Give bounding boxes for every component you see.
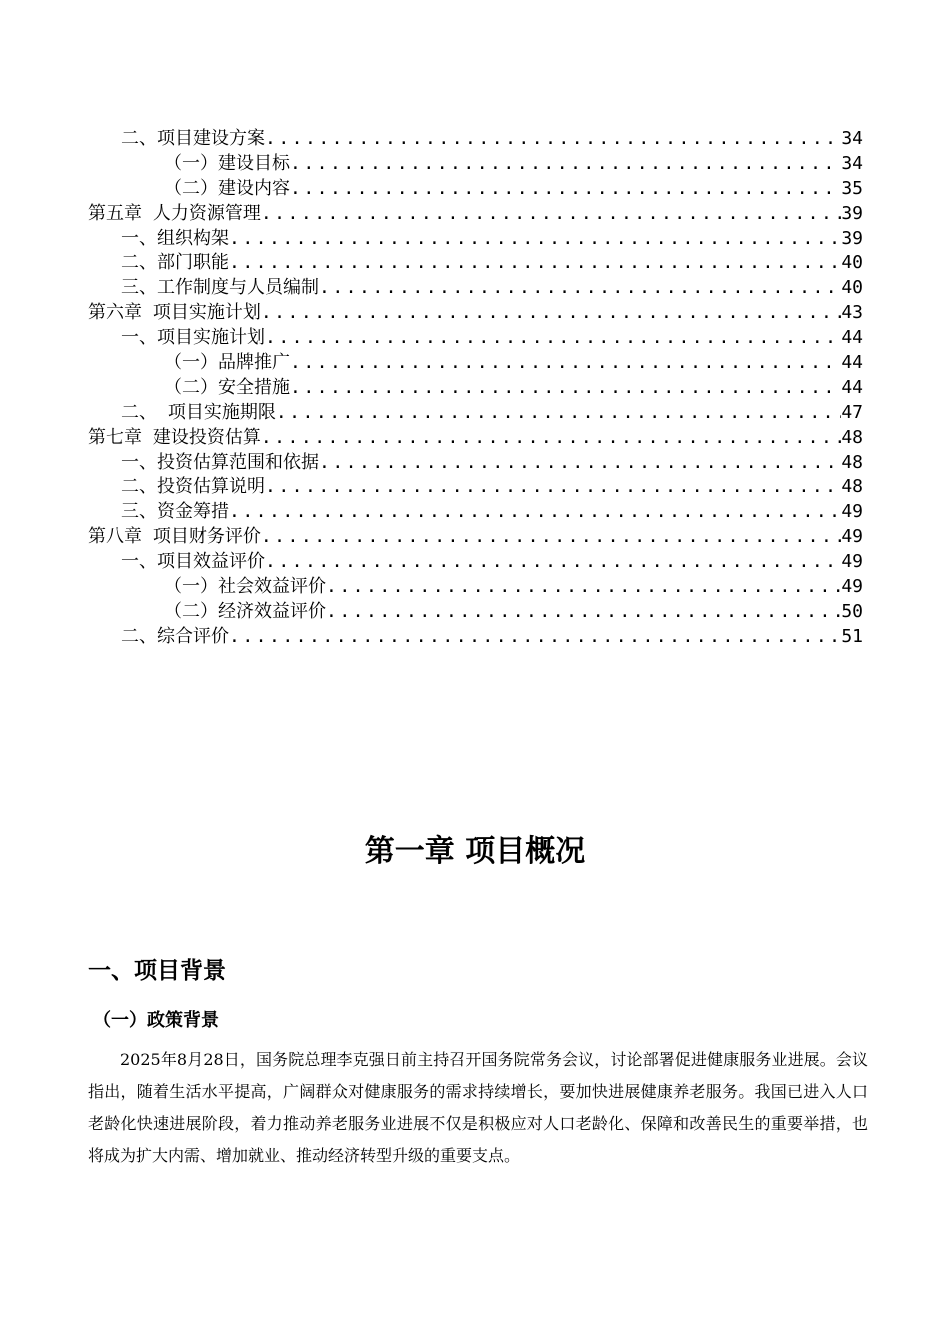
toc-dot-leader bbox=[290, 153, 841, 174]
toc-dot-leader bbox=[265, 476, 841, 497]
toc-entry-label: （二）建设内容 bbox=[164, 177, 290, 199]
toc-page-number: 49 bbox=[841, 576, 863, 598]
toc-entry[interactable] bbox=[88, 348, 863, 373]
toc-page-number: 40 bbox=[841, 277, 863, 299]
toc-page-number: 48 bbox=[841, 476, 863, 498]
toc-entry-label: 一、投资估算范围和依据 bbox=[121, 451, 319, 473]
toc-dot-leader bbox=[319, 277, 841, 298]
toc-dot-leader bbox=[326, 576, 841, 597]
toc-entry[interactable] bbox=[88, 398, 863, 423]
toc-dot-leader bbox=[261, 526, 841, 547]
toc-entry[interactable] bbox=[88, 373, 863, 398]
toc-dot-leader bbox=[265, 327, 841, 348]
toc-page-number: 49 bbox=[841, 526, 863, 548]
toc-dot-leader bbox=[229, 252, 841, 273]
toc-entry[interactable] bbox=[88, 622, 863, 647]
toc-page-number: 44 bbox=[841, 376, 863, 398]
toc-page-number: 50 bbox=[841, 600, 863, 622]
toc-page-number: 35 bbox=[841, 177, 863, 199]
toc-entry-label: （二）经济效益评价 bbox=[164, 600, 326, 622]
toc-entry-label: （二）安全措施 bbox=[164, 376, 290, 398]
toc-entry-label: 一、项目效益评价 bbox=[121, 551, 265, 573]
subsection-heading: （一）政策背景 bbox=[93, 1010, 219, 1031]
toc-entry[interactable] bbox=[88, 273, 863, 298]
toc-page-number: 44 bbox=[841, 327, 863, 349]
toc-entry[interactable] bbox=[88, 472, 863, 497]
toc-entry[interactable] bbox=[88, 448, 863, 473]
toc-entry-label: 二、 项目实施期限 bbox=[121, 401, 276, 423]
toc-entry[interactable] bbox=[88, 124, 863, 149]
toc-entry-label: （一）品牌推广 bbox=[164, 352, 290, 374]
toc-entry-label: 二、部门职能 bbox=[121, 252, 229, 274]
toc-entry[interactable] bbox=[88, 597, 863, 622]
toc-page-number: 34 bbox=[841, 152, 863, 174]
toc-entry[interactable] bbox=[88, 224, 863, 249]
toc-page-number: 49 bbox=[841, 551, 863, 573]
toc-entry[interactable] bbox=[88, 497, 863, 522]
toc-page-number: 39 bbox=[841, 227, 863, 249]
toc-entry-label: 第五章 人力资源管理 bbox=[88, 202, 261, 224]
toc-entry-label: 第八章 项目财务评价 bbox=[88, 526, 261, 548]
toc-entry-label: 第七章 建设投资估算 bbox=[88, 426, 261, 448]
toc-entry[interactable] bbox=[88, 522, 863, 547]
toc-page-number: 44 bbox=[841, 352, 863, 374]
toc-entry[interactable] bbox=[88, 323, 863, 348]
toc-entry[interactable] bbox=[88, 199, 863, 224]
toc-dot-leader bbox=[265, 128, 841, 149]
toc-page-number: 47 bbox=[841, 401, 863, 423]
toc-entry[interactable] bbox=[88, 547, 863, 572]
toc-page-number: 49 bbox=[841, 501, 863, 523]
toc-entry-label: 二、综合评价 bbox=[121, 625, 229, 647]
toc-dot-leader bbox=[261, 203, 841, 224]
toc-entry-label: 一、项目实施计划 bbox=[121, 327, 265, 349]
chapter-title: 第一章 项目概况 bbox=[364, 834, 586, 869]
toc-entry-label: 二、投资估算说明 bbox=[121, 476, 265, 498]
toc-dot-leader bbox=[276, 402, 841, 423]
toc-page-number: 39 bbox=[841, 202, 863, 224]
toc-entry-label: 三、资金筹措 bbox=[121, 501, 229, 523]
toc-entry-label: 二、项目建设方案 bbox=[121, 128, 265, 149]
toc-page-number: 40 bbox=[841, 252, 863, 274]
section-heading: 一、项目背景 bbox=[88, 958, 226, 984]
toc-dot-leader bbox=[229, 228, 841, 249]
toc-dot-leader bbox=[290, 352, 841, 373]
toc-dot-leader bbox=[261, 427, 841, 448]
toc-entry-label: 一、组织构架 bbox=[121, 227, 229, 249]
toc-entry[interactable] bbox=[88, 423, 863, 448]
toc-entry-label: 第六章 项目实施计划 bbox=[88, 302, 261, 324]
toc-entry-label: 三、工作制度与人员编制 bbox=[121, 277, 319, 299]
toc-entry[interactable] bbox=[88, 248, 863, 273]
body-paragraph: 2025年8月28日，国务院总理李克强日前主持召开国务院常务会议，讨论部署促进健康服务业进展。会议指出，随着生活水平提高，广阔群众对健康服务的需求持续增长，要加快进展健康养老服务。我国已进入人口老龄化快速进展阶段，着力推动养老服务业进展不仅是积极应对人口老龄化、保障和改善民生的重要举措，也将成为扩大内需、增加就业、推动经济转型升级的重要支点。 bbox=[88, 1050, 868, 1165]
toc-page-number: 43 bbox=[841, 302, 863, 324]
toc-entry-label: （一）社会效益评价 bbox=[164, 576, 326, 598]
toc-entry[interactable] bbox=[88, 572, 863, 597]
toc-dot-leader bbox=[265, 551, 841, 572]
toc-dot-leader bbox=[229, 501, 841, 522]
toc-entry-label: （一）建设目标 bbox=[164, 152, 290, 174]
table-of-contents bbox=[88, 124, 863, 647]
toc-dot-leader bbox=[319, 452, 841, 473]
toc-page-number: 48 bbox=[841, 426, 863, 448]
toc-dot-leader bbox=[261, 302, 841, 323]
toc-dot-leader bbox=[290, 377, 841, 398]
toc-entry[interactable] bbox=[88, 298, 863, 323]
toc-dot-leader bbox=[229, 626, 841, 647]
toc-page-number: 48 bbox=[841, 451, 863, 473]
toc-page-number: 34 bbox=[841, 128, 863, 149]
toc-page-number: 51 bbox=[841, 625, 863, 647]
toc-entry[interactable] bbox=[88, 174, 863, 199]
toc-entry[interactable] bbox=[88, 149, 863, 174]
toc-dot-leader bbox=[326, 601, 841, 622]
toc-dot-leader bbox=[290, 178, 841, 199]
